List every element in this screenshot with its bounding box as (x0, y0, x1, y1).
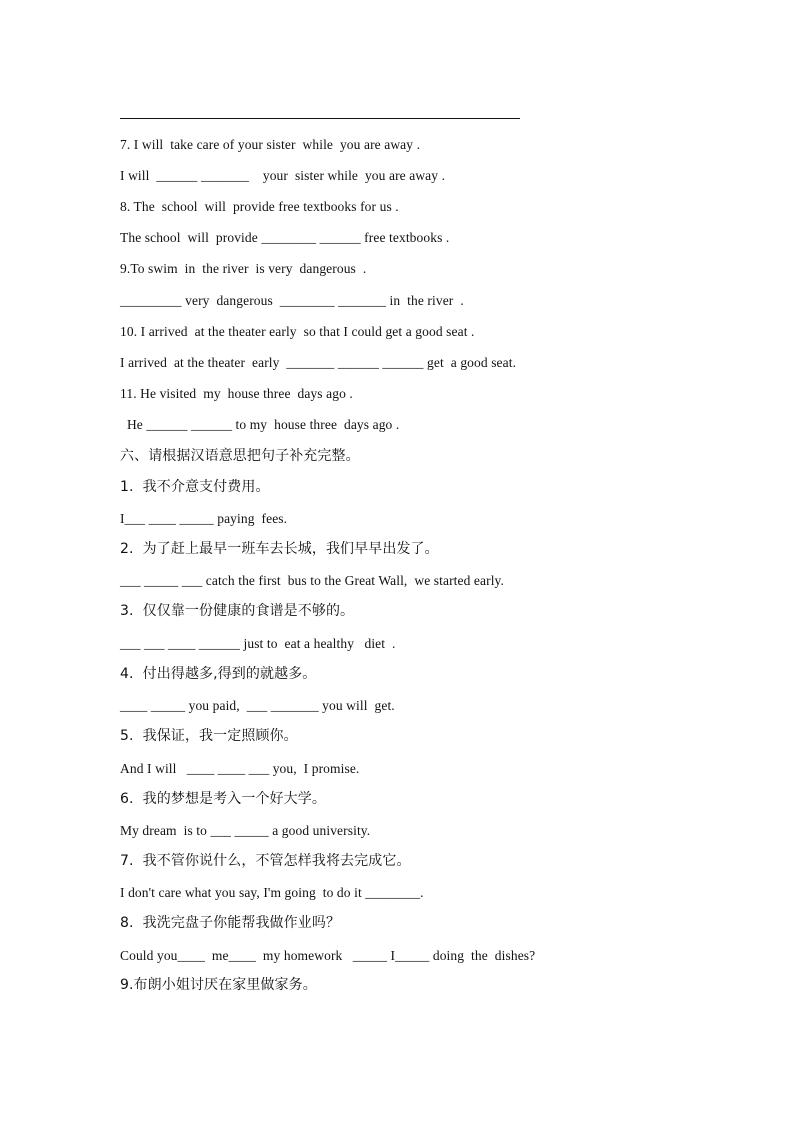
section-6-heading: 六、请根据汉语意思把句子补充完整。 (120, 448, 360, 464)
q3-chinese: 3. 仅仅靠一份健康的食谱是不够的。 (120, 603, 355, 619)
q9-chinese: 9.布朗小姐讨厌在家里做家务。 (120, 977, 317, 993)
q8-english: Could you____ me____ my homework _____ I_____ doing the dishes? (120, 948, 536, 963)
q4-english: ____ _____ you paid, ___ _______ you will get. (120, 698, 395, 713)
item-11-original: 11. He visited my house three days ago . (120, 386, 353, 401)
item-10-rewrite: I arrived at the theater early _______ ______ ______ get a good seat. (120, 355, 517, 370)
item-8-original: 8. The school will provide free textbooks for us . (120, 199, 399, 214)
item-7-rewrite: I will ______ _______ your sister while you are away . (120, 168, 446, 183)
item-8-rewrite: The school will provide ________ ______ free textbooks . (120, 230, 450, 245)
q2-chinese: 2. 为了赶上最早一班车去长城，我们早早出发了。 (120, 541, 439, 557)
q1-english: I___ ____ _____ paying fees. (120, 511, 288, 526)
item-9-rewrite: _________ very dangerous ________ _______ in the river . (120, 293, 464, 308)
q6-english: My dream is to ___ _____ a good university. (120, 823, 371, 838)
q6-chinese: 6. 我的梦想是考入一个好大学。 (120, 791, 326, 807)
q5-chinese: 5. 我保证，我一定照顾你。 (120, 728, 298, 744)
q8-chinese: 8. 我洗完盘子你能帮我做作业吗？ (120, 915, 341, 931)
q2-english: ___ _____ ___ catch the first bus to the Great Wall, we started early. (120, 573, 505, 588)
item-11-rewrite: He ______ ______ to my house three days ago . (120, 417, 400, 432)
q1-chinese: 1. 我不介意支付费用。 (120, 479, 270, 495)
item-9-original: 9.To swim in the river is very dangerous . (120, 261, 367, 276)
q7-chinese: 7. 我不管你说什么，不管怎样我将去完成它。 (120, 853, 411, 869)
q7-english: I don't care what you say, I'm going to do it ________. (120, 885, 424, 900)
answer-line (120, 118, 520, 119)
item-7-original: 7. I will take care of your sister while you are away . (120, 137, 421, 152)
q4-chinese: 4. 付出得越多,得到的就越多。 (120, 666, 317, 682)
item-10-original: 10. I arrived at the theater early so that I could get a good seat . (120, 324, 475, 339)
q5-english: And I will ____ ____ ___ you, I promise. (120, 761, 360, 776)
q3-english: ___ ___ ____ ______ just to eat a healthy diet . (120, 636, 396, 651)
